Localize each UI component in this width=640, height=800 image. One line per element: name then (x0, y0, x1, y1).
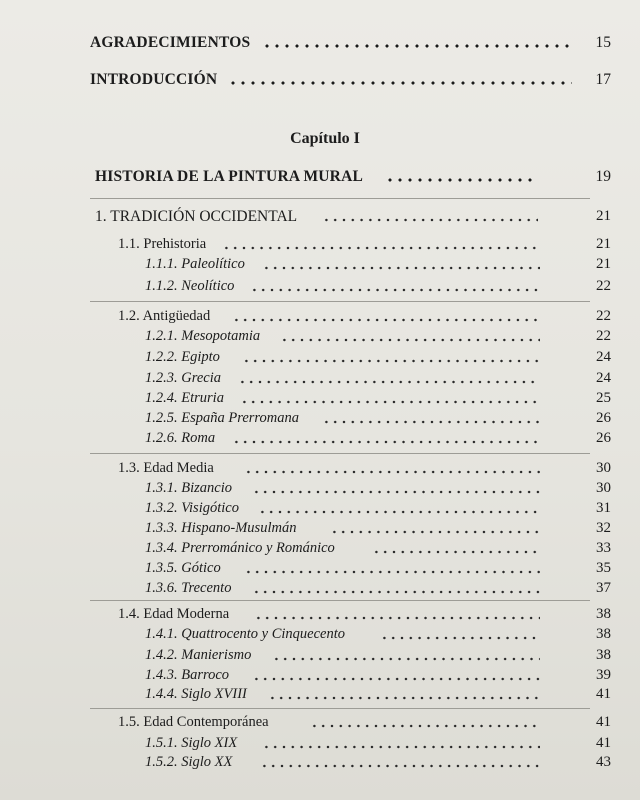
toc-entry-label: HISTORIA DE LA PINTURA MURAL (95, 168, 364, 185)
toc-page-number: 32 (596, 520, 611, 536)
toc-page-number: 25 (596, 390, 611, 406)
toc-entry-1-3-5 (0, 558, 640, 580)
toc-entry-label: 1.4.2. Manierismo (145, 647, 252, 663)
chapter-heading: Capítulo I (290, 130, 360, 147)
toc-page-number: 22 (596, 328, 611, 344)
toc-entry-1-3-1 (0, 478, 640, 500)
toc-entry-label: 1.2.3. Grecia (145, 370, 221, 386)
dot-leader (244, 558, 540, 574)
toc-entry-label: 1.2.5. España Prerromana (145, 410, 299, 426)
dot-leader (252, 578, 540, 594)
toc-page-number: 31 (596, 500, 611, 516)
toc-page-number: 24 (596, 349, 611, 365)
dot-leader (280, 326, 540, 342)
toc-entry-1-1 (0, 234, 640, 256)
toc-entry-label: 1.3. Edad Media (118, 460, 214, 476)
section-divider (90, 600, 590, 601)
toc-entry-1-3-4 (0, 538, 640, 560)
dot-leader (222, 234, 540, 250)
toc-entry-label: 1.3.5. Gótico (145, 560, 221, 576)
toc-entry-1-3-3 (0, 518, 640, 540)
dot-leader (232, 428, 540, 444)
dot-leader (380, 624, 540, 640)
toc-entry-label: 1.3.2. Visigótico (145, 500, 239, 516)
toc-page-number: 26 (596, 410, 611, 426)
dot-leader (322, 408, 540, 424)
toc-page-number: 19 (595, 168, 611, 185)
toc-page-number: 24 (596, 370, 611, 386)
toc-page-number: 41 (596, 686, 611, 702)
toc-entry-label: 1.2.6. Roma (145, 430, 216, 446)
dot-leader (250, 276, 540, 292)
toc-entry-label: INTRODUCCIÓN (90, 71, 218, 88)
toc-entry-1-5 (0, 712, 640, 734)
toc-entry-1-2-5 (0, 408, 640, 430)
dot-leader (260, 752, 540, 768)
toc-entry-label: 1.3.3. Hispano-Musulmán (145, 520, 297, 536)
dot-leader (252, 478, 540, 494)
section-divider (90, 708, 590, 709)
toc-entry-label: 1. TRADICIÓN OCCIDENTAL (95, 208, 298, 225)
dot-leader (268, 684, 540, 700)
toc-page-number: 41 (596, 714, 611, 730)
toc-entry-1-2-2 (0, 347, 640, 369)
dot-leader (242, 347, 540, 363)
dot-leader (330, 518, 540, 534)
toc-entry-label: 1.5. Edad Contemporánea (118, 714, 269, 730)
toc-page-number: 33 (596, 540, 611, 556)
toc-entry-tradicion-occidental (0, 206, 640, 228)
dot-leader (310, 712, 540, 728)
toc-page-number: 38 (596, 606, 611, 622)
dot-leader (262, 32, 572, 48)
toc-page-number: 30 (596, 460, 611, 476)
section-divider (90, 453, 590, 454)
toc-page-number: 21 (596, 256, 611, 272)
toc-page-number: 22 (596, 308, 611, 324)
toc-page-number: 37 (596, 580, 611, 596)
toc-entry-agradecimientos (0, 32, 640, 54)
toc-entry-label: 1.4.4. Siglo XVIII (145, 686, 247, 702)
toc-page-number: 43 (596, 754, 611, 770)
toc-entry-1-1-1 (0, 254, 640, 276)
toc-entry-label: 1.3.6. Trecento (145, 580, 232, 596)
toc-page-number: 30 (596, 480, 611, 496)
toc-page-number: 35 (596, 560, 611, 576)
toc-entry-label: 1.3.4. Prerrománico y Románico (145, 540, 335, 556)
dot-leader (252, 665, 540, 681)
section-divider (90, 198, 590, 199)
dot-leader (262, 254, 540, 270)
toc-page-number: 22 (596, 278, 611, 294)
dot-leader (372, 538, 540, 554)
toc-entry-1-4-2 (0, 645, 640, 667)
toc-entry-label: 1.4.3. Barroco (145, 667, 230, 683)
toc-page-number: 38 (596, 647, 611, 663)
toc-entry-1-3 (0, 458, 640, 480)
dot-leader (244, 458, 540, 474)
toc-entry-label: AGRADECIMIENTOS (90, 34, 251, 51)
toc-entry-1-3-6 (0, 578, 640, 600)
toc-entry-label: 1.5.2. Siglo XX (145, 754, 233, 770)
toc-entry-1-1-2 (0, 276, 640, 298)
toc-entry-label: 1.1. Prehistoria (118, 236, 207, 252)
toc-entry-1-2 (0, 306, 640, 328)
toc-page-number: 26 (596, 430, 611, 446)
toc-page-number: 41 (596, 735, 611, 751)
toc-entry-1-4-4 (0, 684, 640, 706)
toc-entry-1-3-2 (0, 498, 640, 520)
dot-leader (254, 604, 540, 620)
dot-leader (238, 368, 540, 384)
toc-entry-1-4 (0, 604, 640, 626)
toc-entry-label: 1.4.1. Quattrocento y Cinquecento (145, 626, 346, 642)
dot-leader (228, 69, 572, 85)
toc-page-number: 15 (595, 34, 611, 51)
toc-entry-1-2-6 (0, 428, 640, 450)
toc-entry-label: 1.4. Edad Moderna (118, 606, 230, 622)
dot-leader (232, 306, 540, 322)
toc-entry-label: 1.2.1. Mesopotamia (145, 328, 261, 344)
toc-page-number: 38 (596, 626, 611, 642)
toc-entry-label: 1.2.2. Egipto (145, 349, 220, 365)
toc-page-number: 21 (596, 208, 611, 224)
toc-entry-label: 1.1.2. Neolítico (145, 278, 235, 294)
toc-entry-label: 1.2.4. Etruria (145, 390, 224, 406)
toc-entry-label: 1.1.1. Paleolítico (145, 256, 245, 272)
toc-page-number: 21 (596, 236, 611, 252)
toc-page-number: 17 (595, 71, 611, 88)
toc-entry-label: 1.3.1. Bizancio (145, 480, 232, 496)
toc-entry-1-4-1 (0, 624, 640, 646)
dot-leader (322, 206, 538, 222)
section-divider (90, 301, 590, 302)
toc-entry-1-2-4 (0, 388, 640, 410)
toc-entry-label: 1.5.1. Siglo XIX (145, 735, 238, 751)
dot-leader (272, 645, 540, 661)
toc-entry-1-5-2 (0, 752, 640, 774)
toc-entry-1-2-1 (0, 326, 640, 348)
dot-leader (262, 733, 540, 749)
toc-entry-historia (0, 166, 640, 188)
toc-entry-1-2-3 (0, 368, 640, 390)
toc-page-number: 39 (596, 667, 611, 683)
dot-leader (240, 388, 540, 404)
toc-entry-label: 1.2. Antigüedad (118, 308, 211, 324)
toc-entry-introduccion (0, 69, 640, 91)
dot-leader (258, 498, 540, 514)
dot-leader (385, 166, 535, 182)
